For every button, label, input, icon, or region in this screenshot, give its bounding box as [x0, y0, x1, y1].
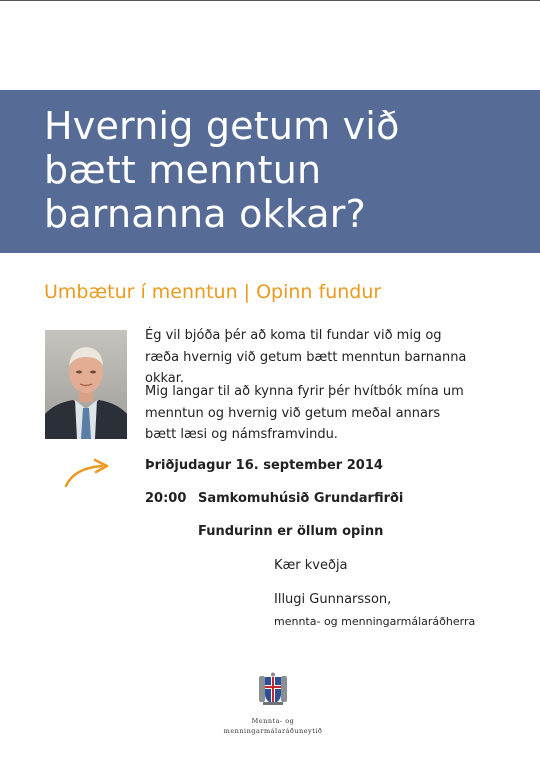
- event-note: Fundurinn er öllum opinn: [198, 524, 384, 539]
- signer-role: mennta- og menningarmálaráðherra: [274, 615, 476, 628]
- event-time: 20:00: [145, 491, 187, 506]
- curved-arrow-icon: [62, 452, 114, 492]
- ministry-name: [200, 716, 346, 736]
- event-date: Þriðjudagur 16. september 2014: [145, 458, 383, 473]
- signer-name: Illugi Gunnarsson,: [274, 592, 392, 607]
- ministry-line-2: menningarmálaráðuneytið: [223, 727, 323, 735]
- title-line-3: barnanna okkar?: [44, 192, 366, 236]
- title-banner: [0, 90, 540, 253]
- description-paragraph: Mig langar til að kynna fyrir þér hvítbók mína um menntun og hvernig við getum meðal annars bætt læsi og námsframvindu.: [145, 384, 464, 442]
- page-title: [44, 104, 524, 236]
- intro-paragraph: Ég vil bjóða þér að koma til fundar við mig og ræða hvernig við getum bætt menntun barnanna okkar.: [145, 328, 467, 386]
- greeting: Kær kveðja: [274, 558, 348, 573]
- ministry-line-1: Mennta- og: [251, 717, 295, 725]
- coat-of-arms-icon: [258, 672, 288, 706]
- title-line-1: Hvernig getum við: [44, 104, 400, 148]
- minister-photo: [45, 330, 127, 439]
- event-venue: Samkomuhúsið Grundarfirði: [198, 491, 404, 506]
- top-border: [0, 0, 540, 1]
- subtitle: Umbætur í menntun | Opinn fundur: [44, 281, 382, 303]
- title-line-2: bætt menntun: [44, 148, 322, 192]
